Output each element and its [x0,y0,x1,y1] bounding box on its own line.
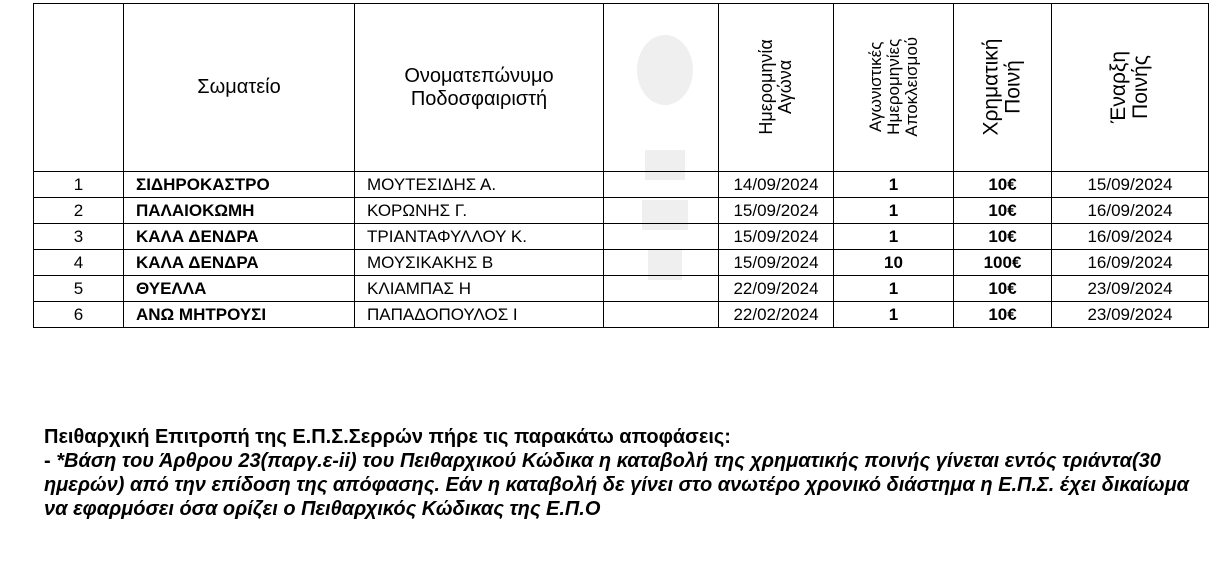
table-row [34,250,1209,276]
header-fine: Χρηματική Ποινή [954,4,1052,172]
blank-cell [604,276,719,302]
fine-amount: 10€ [954,172,1052,198]
player-name: ΚΟΡΩΝΗΣ Γ. [355,198,604,224]
ban-days: 1 [834,276,954,302]
fine-amount: 10€ [954,276,1052,302]
penalty-start-date: 16/09/2024 [1052,250,1209,276]
club-name: ΣΙΔΗΡΟΚΑΣΤΡΟ [124,172,355,198]
header-penalty-start: Έναρξη Ποινής [1052,4,1209,172]
match-date: 22/02/2024 [719,302,834,328]
player-name: ΤΡΙΑΝΤΑΦΥΛΛΟΥ Κ. [355,224,604,250]
note-text: *Βάση του Άρθρου 23(παργ.ε-ii) του Πειθαρχικού Κώδικα η καταβολή της χρηματικής ποινής γίνεται εντός τριάντα(30 ημερών) από την επίδοση της απόφασης. Εάν η καταβολή δε γίνει στο ανωτέρο χρονικό διάστημα η Ε.Π.Σ. έχει δικαίωμα να εφαρμόσει όσα ορίζει ο Πειθαρχικός Κώδικας της Ε.Π.Ο [44,450,1190,520]
table-row [34,276,1209,302]
blank-cell [604,250,719,276]
penalty-start-date: 16/09/2024 [1052,198,1209,224]
header-player: Ονοματεπώνυμο Ποδοσφαιριστή [355,4,604,172]
row-number: 4 [34,250,124,276]
penalty-start-date: 23/09/2024 [1052,276,1209,302]
decisions-section [44,425,1194,521]
match-date: 22/09/2024 [719,276,834,302]
match-date: 15/09/2024 [719,198,834,224]
club-name: ΑΝΩ ΜΗΤΡΟΥΣΙ [124,302,355,328]
row-number: 1 [34,172,124,198]
table-row [34,172,1209,198]
header-match-date: Ημερομηνία Αγώνα [719,4,834,172]
player-name: ΜΟΥΤΕΣΙΔΗΣ Α. [355,172,604,198]
blank-cell [604,172,719,198]
fine-amount: 100€ [954,250,1052,276]
club-name: ΘΥΕΛΛΑ [124,276,355,302]
penalties-table [33,3,1209,328]
blank-cell [604,224,719,250]
decisions-note [44,449,1194,521]
ban-days: 1 [834,224,954,250]
table-row [34,302,1209,328]
blank-cell [604,198,719,224]
header-club: Σωματείο [124,4,355,172]
header-ban-days: Αγωνιστικές Ημερομηνίες Αποκλεισμού [834,4,954,172]
fine-amount: 10€ [954,302,1052,328]
penalty-start-date: 16/09/2024 [1052,224,1209,250]
club-name: ΚΑΛΑ ΔΕΝΔΡΑ [124,250,355,276]
ban-days: 1 [834,302,954,328]
player-name: ΚΛΙΑΜΠΑΣ Η [355,276,604,302]
header-blank [604,4,719,172]
penalty-start-date: 23/09/2024 [1052,302,1209,328]
ban-days: 10 [834,250,954,276]
row-number: 2 [34,198,124,224]
header-index [34,4,124,172]
row-number: 3 [34,224,124,250]
table-header-row [34,4,1209,172]
ban-days: 1 [834,198,954,224]
match-date: 15/09/2024 [719,224,834,250]
note-dash: - [44,450,51,472]
table-row [34,224,1209,250]
table-row [34,198,1209,224]
player-name: ΠΑΠΑΔΟΠΟΥΛΟΣ Ι [355,302,604,328]
club-name: ΠΑΛΑΙΟΚΩΜΗ [124,198,355,224]
row-number: 6 [34,302,124,328]
row-number: 5 [34,276,124,302]
blank-cell [604,302,719,328]
decisions-heading: Πειθαρχική Επιτροπή της Ε.Π.Σ.Σερρών πήρε τις παρακάτω αποφάσεις: [44,426,731,448]
match-date: 15/09/2024 [719,250,834,276]
penalty-start-date: 15/09/2024 [1052,172,1209,198]
ban-days: 1 [834,172,954,198]
club-name: ΚΑΛΑ ΔΕΝΔΡΑ [124,224,355,250]
fine-amount: 10€ [954,224,1052,250]
player-name: ΜΟΥΣΙΚΑΚΗΣ Β [355,250,604,276]
match-date: 14/09/2024 [719,172,834,198]
fine-amount: 10€ [954,198,1052,224]
